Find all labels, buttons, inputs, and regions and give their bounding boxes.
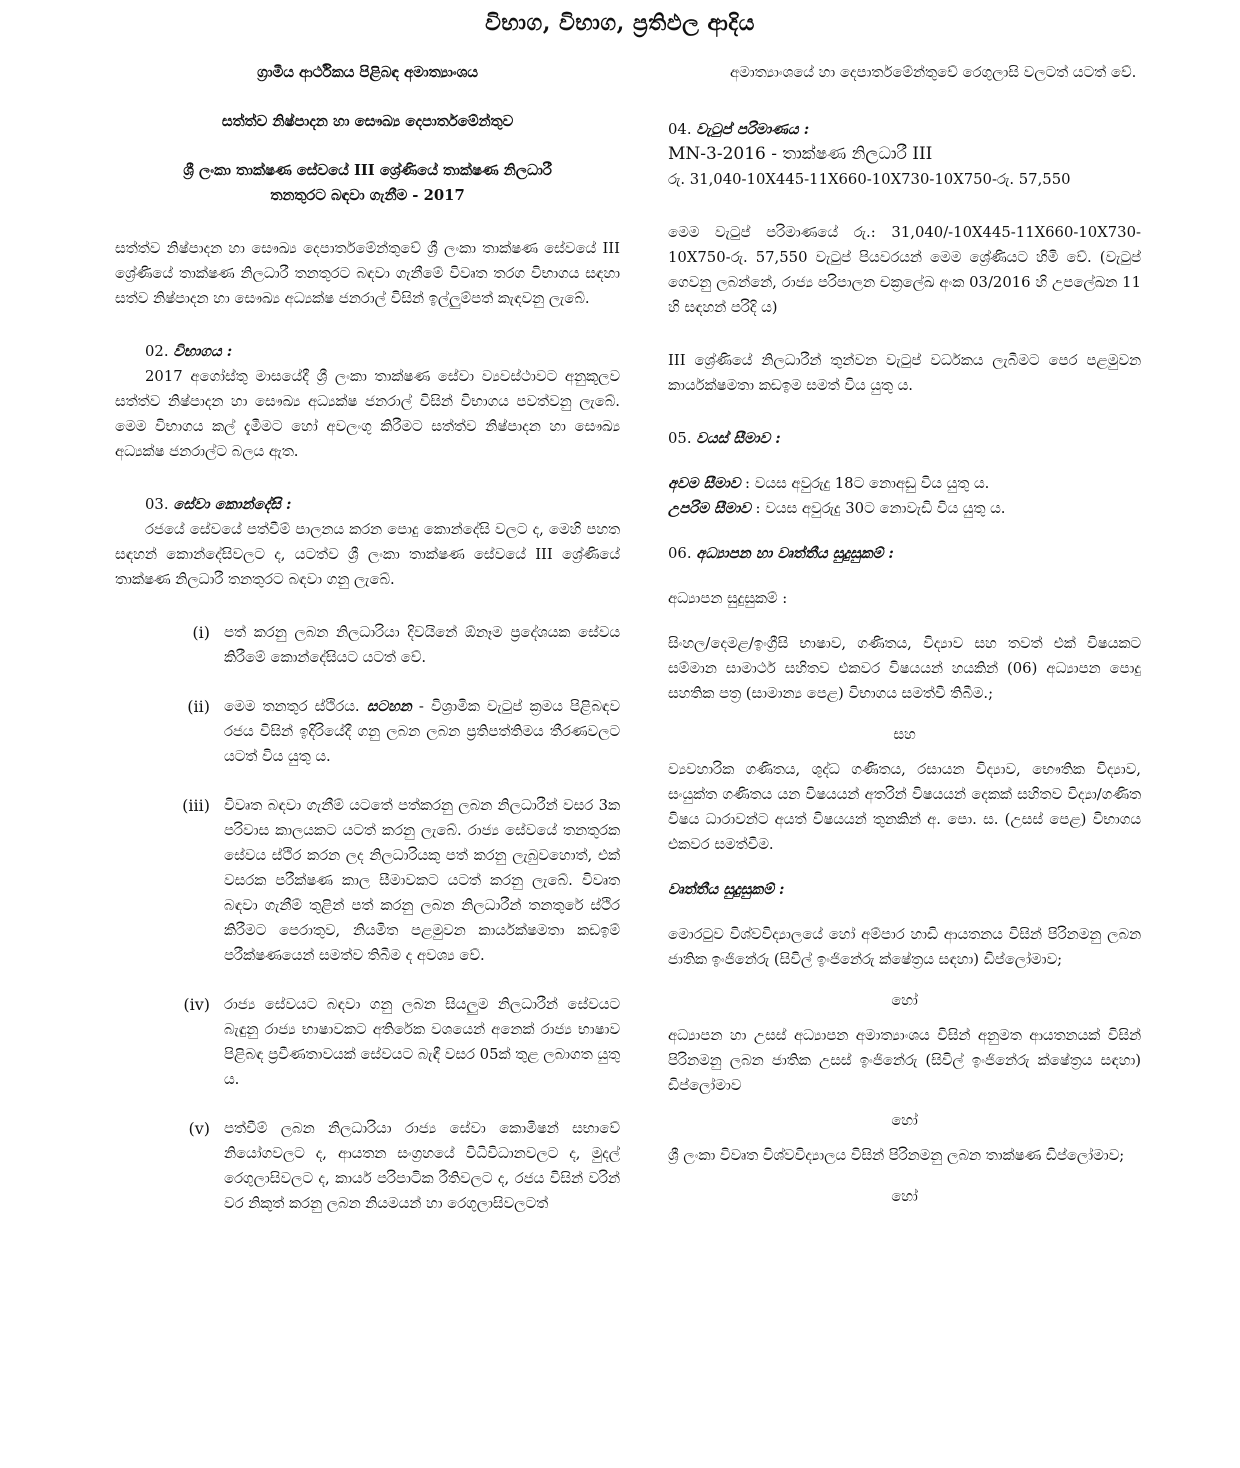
section-06-label: අධ්‍යාපන හා වෘත්තීය සුදුසුකම් : [696,545,894,562]
section-02-label: විභාගය : [173,343,233,360]
section-05-number: 05. [668,430,692,447]
right-column [668,60,1141,1209]
max-age-label: උපරිම සීමාව [668,500,751,517]
professional-3: ශ්‍රී ලංකා විවෘත විශ්වවිද්‍යාලය විසින් පිරිනමනු ලබන තාක්ෂණ ඩිප්ලෝමාව; [668,1147,1125,1164]
max-age [668,496,1141,521]
condition-text: පත් කරනු ලබන නිලධාරියා දිවයිනේ ඕනෑම ප්‍රදේශයක සේවය කිරීමේ කොන්දේසියට යටත් වේ. [224,624,620,666]
page-title: විභාග, විභාග, ප්‍රතිඵල ආදිය [485,10,755,36]
salary-code: MN-3-2016 - තාක්ෂණ නිලධාරී III [668,144,933,164]
education-al: ව්‍යවහාරික ගණිතය, ශුද්ධ ගණිතය, රසායන විද්‍යාව, භෞතික විද්‍යාව, සංයුක්ත ගණිතය යන විෂයයන් අතරින් විෂයයන් දෙකක් සහිතව විද්‍යා/ගණිත විෂය ධාරාවන්ට අයත් විෂයයන් තුනකින් අ. පො. ස. (උසස් පෙළ) විභාගය එකවර සමත්වීම. [668,761,1141,853]
section-05-label: වයස් සීමාව : [696,430,781,447]
section-03-heading [115,492,620,517]
continuation-text: අමාත්‍යාංශයේ හා දෙපාර්තමේන්තුවේ රෙගුලාසි වලටත් යටත් වේ. [730,64,1137,81]
note-label: සටහන [366,698,412,715]
section-04-number: 04. [668,121,692,138]
condition-item-i [115,620,620,670]
ministry-heading: ග්‍රාමීය ආර්ථිකය පිළිබඳ අමාත්‍යාංශය [257,64,478,81]
education-ol: සිංහල/දෙමළ/ඉංග්‍රීසි භාෂාව, ගණිතය, විද්‍යාව සහ තවත් එක් විෂයකට සම්මාන සාමාර්ථ සහිතව එකවර විෂයයන් හයකින් (06) අධ්‍යාපන පොදු සහතික පත්‍ර (සාමාන්‍ය පෙළ) විභාගය සමත්වී තිබීම.; [668,635,1141,702]
section-03-label: සේවා කොන්දේසි : [173,496,292,513]
increment-paragraph: III ශ්‍රේණියේ නිලධාරීන් තුන්වන වැටුප් වර්ධකය ලැබීමට පෙර පළමුවන කාර්යක්ෂමතා කඩඉම සමත් විය යුතු ය. [668,352,1141,394]
condition-number: (iii) [182,796,210,815]
max-age-text: : වයස අවුරුදු 30ට නොවැඩි විය යුතු ය. [750,500,1006,517]
condition-text-part: මෙම තනතුර ස්ථිරය. [224,698,367,715]
education-heading: අධ්‍යාපන සුදුසුකම් : [668,590,788,607]
condition-number: (ii) [187,697,210,716]
section-03-text: රජයේ සේවයේ පත්වීම් පාලනය කරන පොදු කොන්දේසි වලට ද, මෙහි පහත සඳහන් කොන්දේසිවලට ද, යටත්ව ශ්‍රී ලංකා තාක්ෂණ සේවයේ III ශ්‍රේණියේ තාක්ෂණ නිලධාරී තනතුරට බඳවා ගනු ලැබේ. [115,521,620,588]
professional-2: අධ්‍යාපන හා උසස් අධ්‍යාපන අමාත්‍යාංශය විසින් අනුමත ආයතනයක් විසින් පිරිනමනු ලබන ජාතික උසස් ඉංජිනේරු (සිවිල් ඉංජිනේරු ක්ෂේත්‍රය සඳහා) ඩිප්ලෝමාව [668,1027,1141,1094]
section-03-number: 03. [145,496,169,513]
professional-1: මොරටුව විශ්වවිද්‍යාලයේ හෝ අම්පාර හාඩි ආයතනය විසින් පිරිනමනු ලබන ජාතික ඉංජිනේරු (සිවිල් ඉංජිනේරු ක්ෂේත්‍රය සඳහා) ඩිප්ලෝමාව; [668,926,1141,968]
section-02-text: 2017 අගෝස්තු මාසයේදී ශ්‍රී ලංකා තාක්ෂණ සේවා ව්‍යවස්ථාවට අනුකූලව සත්ත්ව නිෂ්පාදන හා සෞඛ්‍ය අධ්‍යක්ෂ ජනරාල් විසින් විභාගය පවත්වනු ලැබේ. මෙම විභාගය කල් දැමීමට හෝ අවලංගු කිරීමට සත්ත්ව නිෂ්පාදන හා සෞඛ්‍ය අධ්‍යක්ෂ ජනරාල්ට බලය ඇත. [115,368,620,460]
condition-text [224,694,620,769]
and-separator: සහ [893,726,916,743]
min-age-label: අවම සීමාව [668,475,741,492]
professional-heading: වෘත්තීය සුදුසුකම් : [668,881,785,898]
or-separator: හෝ [891,992,918,1009]
min-age-text: : වයස අවුරුදු 18ට නොඅඩු විය යුතු ය. [740,475,990,492]
condition-text-part: - විශ්‍රාමික වැටුප් ක්‍රමය පිළිබඳව රජය විසින් ඉදිරියේදී ගනු ලබන ලබන ප්‍රතිපත්තිමය තීරණවලට යටත් විය යුතු ය. [224,698,620,765]
condition-item-iv [115,992,620,1092]
condition-text: විවෘත බඳවා ගැනීම් යටතේ පත්කරනු ලබන නිලධාරීන් වසර 3ක පරිවාස කාලයකට යටත් කරනු ලැබේ. රාජ්‍ය සේවයේ තනතුරක සේවය ස්ථිර කරන ලද නිලධාරියකු පත් කරනු ලැබුවහොත්, එක් වසරක පරීක්ෂණ කාල සීමාවකට යටත් කරනු ලැබේ. විවෘත බඳවා ගැනීම් තුළින් පත් කරනු ලබන නිලධාරීන් තනතුරේ ස්ථිර කිරීමට පෙරාතුව, නියමිත පළමුවන කාර්යක්ෂමතා කඩඉම් පරීක්ෂණයෙන් සමත්ව තිබීම ද අවශ්‍ය වේ. [224,797,620,964]
section-06-heading [668,541,1141,566]
or-separator: හෝ [891,1112,918,1129]
condition-text: පත්වීම් ලබන නිලධාරියා රාජ්‍ය සේවා කොමිෂන් සභාවේ නියෝගවලට ද, ආයතන සංග්‍රහයේ විධිවිධානවලට ද, මුදල් රෙගුලාසිවලට ද, කාර්ය පරිපාටික රීතිවලට ද, රජය විසින් වරින් වර නිකුත් කරනු ලබන නියමයන් හා රෙගුලාසිවලටත් [224,1120,620,1212]
condition-item-iii [115,793,620,968]
condition-number: (i) [192,623,210,642]
notice-title-line1: ශ්‍රී ලංකා තාක්ෂණ සේවයේ III ශ්‍රේණියේ තාක්ෂණ නිලධාරී [183,162,552,179]
section-05-heading [668,426,1141,451]
notice-title-line2: තනතුරට බඳවා ගැනීම - 2017 [270,187,465,204]
or-separator: හෝ [891,1188,918,1205]
section-06-number: 06. [668,545,692,562]
condition-number: (iv) [183,995,210,1014]
section-02-number: 02. [145,343,169,360]
section-02-heading [115,339,620,364]
condition-item-v [115,1116,620,1216]
department-heading: සත්ත්ව නිෂ්පාදන හා සෞඛ්‍ය දෙපාර්තමේන්තුව [221,113,514,130]
condition-text: රාජ්‍ය සේවයට බඳවා ගනු ලබන සියලුම නිලධාරීන් සේවයට බැඳුනු රාජ්‍ය භාෂාවකට අතිරේක වශයෙන් අනෙක් රාජ්‍ය භාෂාව පිළිබඳ ප්‍රවීණතාවයක් සේවයට බැඳී වසර 05ක් තුළ ලබාගත යුතු ය. [224,996,620,1088]
section-04-label: වැටුප් පරිමාණය : [696,121,810,138]
condition-item-ii [115,694,620,769]
salary-scale: රු. 31,040-10X445-11X660-10X730-10X750-රු. 57,550 [668,171,1071,188]
salary-paragraph: මෙම වැටුප් පරිමාණයේ රු.: 31,040/-10X445-11X660-10X730-10X750-රු. 57,550 වැටුප් පියවරයන් මෙම ශ්‍රේණියට හිමි වේ. (වැටුප් ගෙවනු ලබන්නේ, රාජ්‍ය පරිපාලන චක්‍රලේඛ අංක 03/2016 හි උපලේඛන 11 හි සඳහන් පරිදි ය) [668,224,1141,316]
intro-paragraph: සත්ත්ව නිෂ්පාදන හා සෞඛ්‍ය දෙපාර්තමේන්තුවේ ශ්‍රී ලංකා තාක්ෂණ සේවයේ III ශ්‍රේණියේ තාක්ෂණ නිලධාරී තනතුරට බඳවා ගැනීමේ විවෘත තරග විභාගය සඳහා සත්ව නිෂ්පාදන හා සෞඛ්‍ය අධ්‍යක්ෂ ජනරාල් විසින් ඉල්ලුම්පත් කැඳවනු ලැබේ. [115,240,620,307]
left-column [115,60,620,1216]
min-age [668,471,1141,496]
condition-number: (v) [188,1119,210,1138]
section-04-heading [668,117,1141,142]
